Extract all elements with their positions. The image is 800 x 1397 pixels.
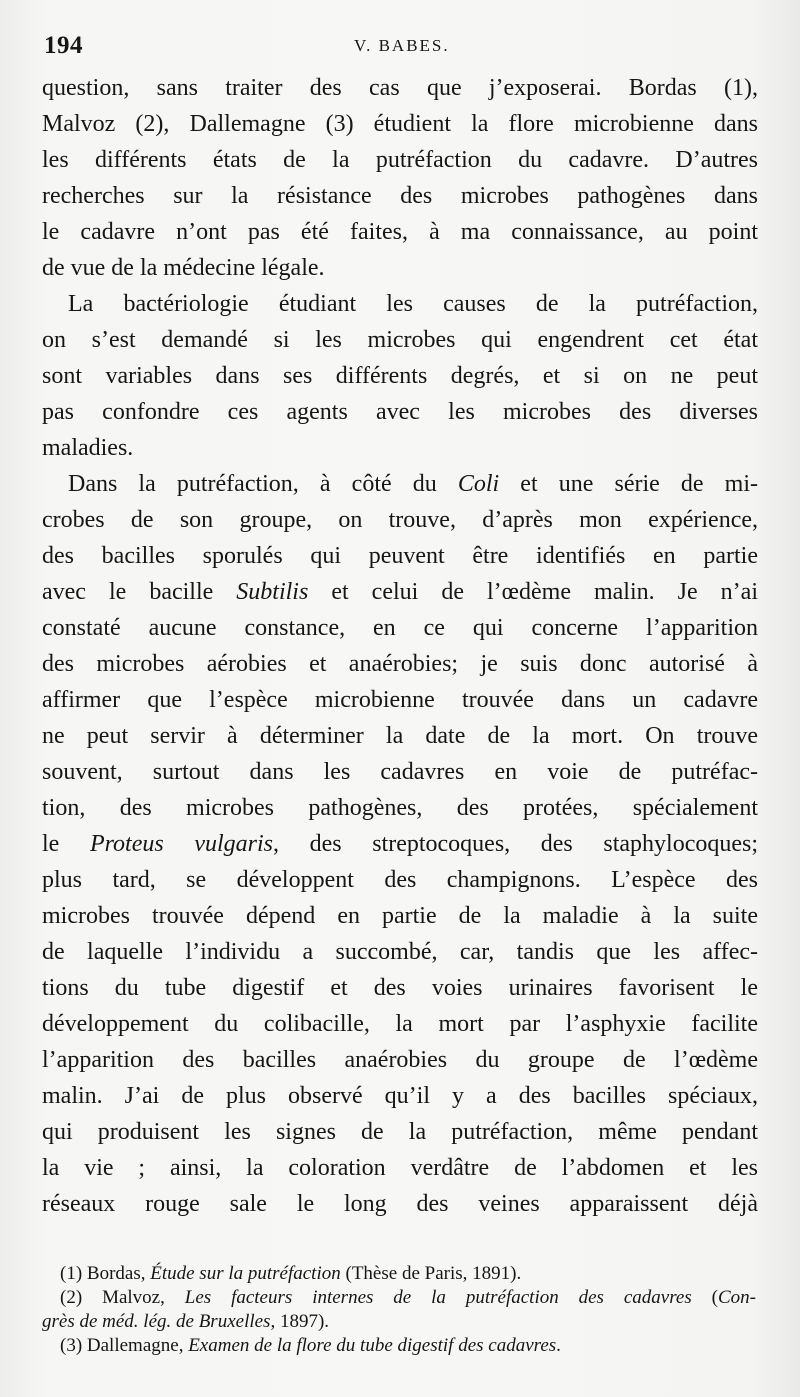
- text-line: des bacilles sporulés qui peuvent être identifiés en partie: [42, 543, 758, 569]
- text-line: La bactériologie étudiant les causes de la putréfaction,: [68, 291, 758, 317]
- text-line: des microbes aérobies et anaérobies; je suis donc autorisé à: [42, 651, 758, 677]
- page-number: 194: [44, 32, 83, 59]
- text-line: ne peut servir à déterminer la date de la mort. On trouve: [42, 723, 758, 749]
- text-line: le cadavre n’ont pas été faites, à ma connaissance, au point: [42, 219, 758, 245]
- text-line: on s’est demandé si les microbes qui engendrent cet état: [42, 327, 758, 353]
- text-line: affirmer que l’espèce microbienne trouvée dans un cadavre: [42, 687, 758, 713]
- footnotes: [42, 1262, 756, 1358]
- footnote-line: grès de méd. lég. de Bruxelles, 1897).: [42, 1311, 330, 1332]
- text-line: l’apparition des bacilles anaérobies du groupe de l’œdème: [42, 1047, 758, 1073]
- text-line: avec le bacille Subtilis et celui de l’œdème malin. Je n’ai: [42, 579, 758, 605]
- text-line: tions du tube digestif et des voies urinaires favorisent le: [42, 975, 758, 1001]
- text-line: qui produisent les signes de la putréfaction, même pendant: [42, 1119, 758, 1145]
- text-line: tion, des microbes pathogènes, des protées, spécialement: [42, 795, 758, 821]
- text-line: malin. J’ai de plus observé qu’il y a des bacilles spéciaux,: [42, 1083, 758, 1109]
- text-line: plus tard, se développent des champignons. L’espèce des: [42, 867, 758, 893]
- text-line: Dans la putréfaction, à côté du Coli et une série de mi-: [68, 471, 758, 497]
- text-line: de vue de la médecine légale.: [42, 255, 325, 281]
- page-header: [0, 28, 800, 68]
- text-line: question, sans traiter des cas que j’exposerai. Bordas (1),: [42, 75, 758, 101]
- text-line: pas confondre ces agents avec les microbes des diverses: [42, 399, 758, 425]
- text-line: maladies.: [42, 435, 134, 461]
- text-line: développement du colibacille, la mort par l’asphyxie facilite: [42, 1011, 758, 1037]
- footnote-line: (2) Malvoz, Les facteurs internes de la putréfaction des cadavres (Con-: [60, 1287, 756, 1308]
- text-line: de laquelle l’individu a succombé, car, tandis que les affec-: [42, 939, 758, 965]
- footnote-line: (1) Bordas, Étude sur la putréfaction (Thèse de Paris, 1891).: [60, 1263, 522, 1284]
- body-text: [42, 70, 758, 1222]
- text-line: sont variables dans ses différents degrés, et si on ne peut: [42, 363, 758, 389]
- text-line: recherches sur la résistance des microbes pathogènes dans: [42, 183, 758, 209]
- text-line: Malvoz (2), Dallemagne (3) étudient la flore microbienne dans: [42, 111, 758, 137]
- text-line: la vie ; ainsi, la coloration verdâtre de l’abdomen et les: [42, 1155, 758, 1181]
- text-line: réseaux rouge sale le long des veines apparaissent déjà: [42, 1191, 758, 1217]
- running-head: V. BABES.: [354, 36, 450, 55]
- text-line: les différents états de la putréfaction du cadavre. D’autres: [42, 147, 758, 173]
- footnote-line: (3) Dallemagne, Examen de la flore du tube digestif des cadavres.: [60, 1335, 561, 1356]
- text-line: souvent, surtout dans les cadavres en voie de putréfac-: [42, 759, 758, 785]
- text-line: constaté aucune constance, en ce qui concerne l’apparition: [42, 615, 758, 641]
- text-line: le Proteus vulgaris, des streptocoques, des staphylocoques;: [42, 831, 759, 857]
- text-line: microbes trouvée dépend en partie de la maladie à la suite: [42, 903, 758, 929]
- text-line: crobes de son groupe, on trouve, d’après mon expérience,: [42, 507, 758, 533]
